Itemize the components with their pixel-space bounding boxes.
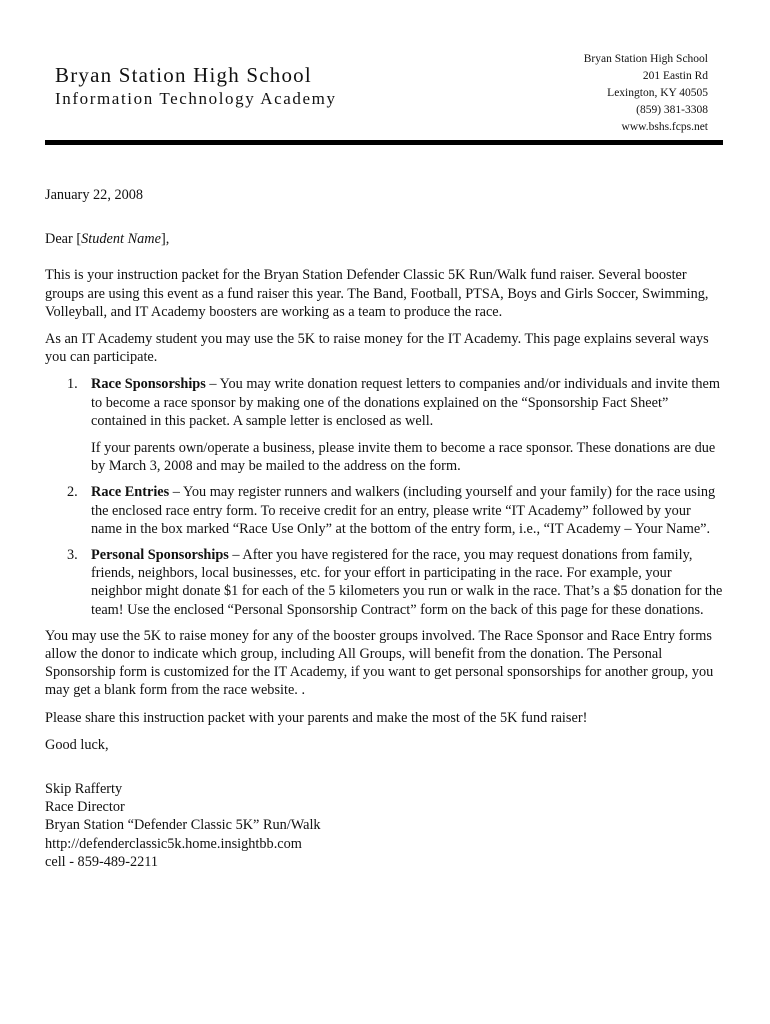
- school-address-block: [584, 51, 708, 136]
- list-item: [45, 375, 725, 475]
- address-city: Lexington, KY 40505: [607, 87, 708, 99]
- list-item-subparagraph: If your parents own/operate a business, please invite them to become a race sponsor. These donations are due by March 3, 2008 and may be mailed to the address on the form.: [91, 440, 716, 475]
- list-item-text: – You may register runners and walkers (including yourself and your family) for the race using the enclosed race entry form. To receive credit for an entry, please write “IT Academy” followed by your name in the box marked “Race Use Only” at the bottom of the entry form, i.e., “IT Academy – Your Name”.: [91, 484, 716, 537]
- list-item-text: – You may write donation request letters to companies and/or individuals and invite them to become a race sponsor by making one of the donations explained on the “Sponsorship Fact Sheet” contained in this packet. A sample letter is enclosed as well.: [91, 376, 721, 429]
- list-item-text: – After you have registered for the race, you may request donations from family, friends, neighbors, local businesses, etc. for your effort in participating in the race. For example, your neighbor might donate $1 for each of the 5 kilometers you run or walk in the race. That’s a $5 donation for the team! Use the enclosed “Personal Sponsorship Contract” form on the back of this page for these donations.: [91, 547, 723, 618]
- list-number: 2.: [67, 484, 78, 501]
- signer-name: Skip Rafferty: [45, 781, 123, 798]
- address-school: Bryan Station High School: [583, 53, 708, 65]
- list-item-title: Race Entries: [91, 484, 170, 501]
- salutation-suffix: ],: [160, 231, 170, 248]
- header-divider: [45, 140, 723, 145]
- list-item-title: Race Sponsorships: [91, 376, 206, 393]
- list-number: 1.: [67, 376, 78, 393]
- list-item: [45, 483, 725, 538]
- signer-event: Bryan Station “Defender Classic 5K” Run/Walk: [45, 817, 321, 834]
- participation-list: [45, 375, 725, 618]
- list-item: [45, 546, 725, 619]
- letter-body: [45, 186, 725, 871]
- list-item-title: Personal Sponsorships: [91, 547, 229, 564]
- ways-paragraph: As an IT Academy student you may use the 5K to raise money for the IT Academy. This page explains several ways you can participate.: [45, 331, 709, 366]
- intro-paragraph: This is your instruction packet for the Bryan Station Defender Classic 5K Run/Walk fund raiser. Several booster groups are using this event as a fund raiser this year. The Band, Football, PTSA, Boys and Girls Soccer, Swimming, Volleyball, and IT Academy boosters are working as a team to produce the race.: [45, 267, 709, 320]
- address-phone: (859) 381-3308: [636, 104, 708, 116]
- salutation: [45, 230, 725, 248]
- signer-title: Race Director: [45, 799, 125, 816]
- school-name: Bryan Station High School: [55, 63, 312, 87]
- list-number: 3.: [67, 547, 78, 564]
- address-website: www.bshs.fcps.net: [621, 121, 708, 133]
- other-groups-paragraph: You may use the 5K to raise money for any of the booster groups involved. The Race Sponsor and Race Entry forms allow the donor to indicate which group, including All Groups, will benefit from the donation. The Personal Sponsorship form is customized for the IT Academy, if you want to get personal sponsorships for another group, you may get a blank form from the race website. .: [45, 627, 714, 699]
- salutation-name: Student Name: [81, 231, 161, 248]
- salutation-prefix: Dear [: [45, 231, 82, 248]
- signer-website: http://defenderclassic5k.home.insightbb.com: [45, 835, 302, 852]
- signature-block: [45, 780, 725, 871]
- share-paragraph: Please share this instruction packet with your parents and make the most of the 5K fund raiser!: [45, 709, 588, 726]
- address-street: 201 Eastin Rd: [642, 70, 708, 82]
- closing: Good luck,: [45, 736, 109, 753]
- letterhead: [55, 62, 337, 110]
- letter-date: January 22, 2008: [45, 187, 144, 203]
- signer-phone: cell - 859-489-2211: [45, 853, 159, 870]
- academy-name: Information Technology Academy: [55, 89, 337, 108]
